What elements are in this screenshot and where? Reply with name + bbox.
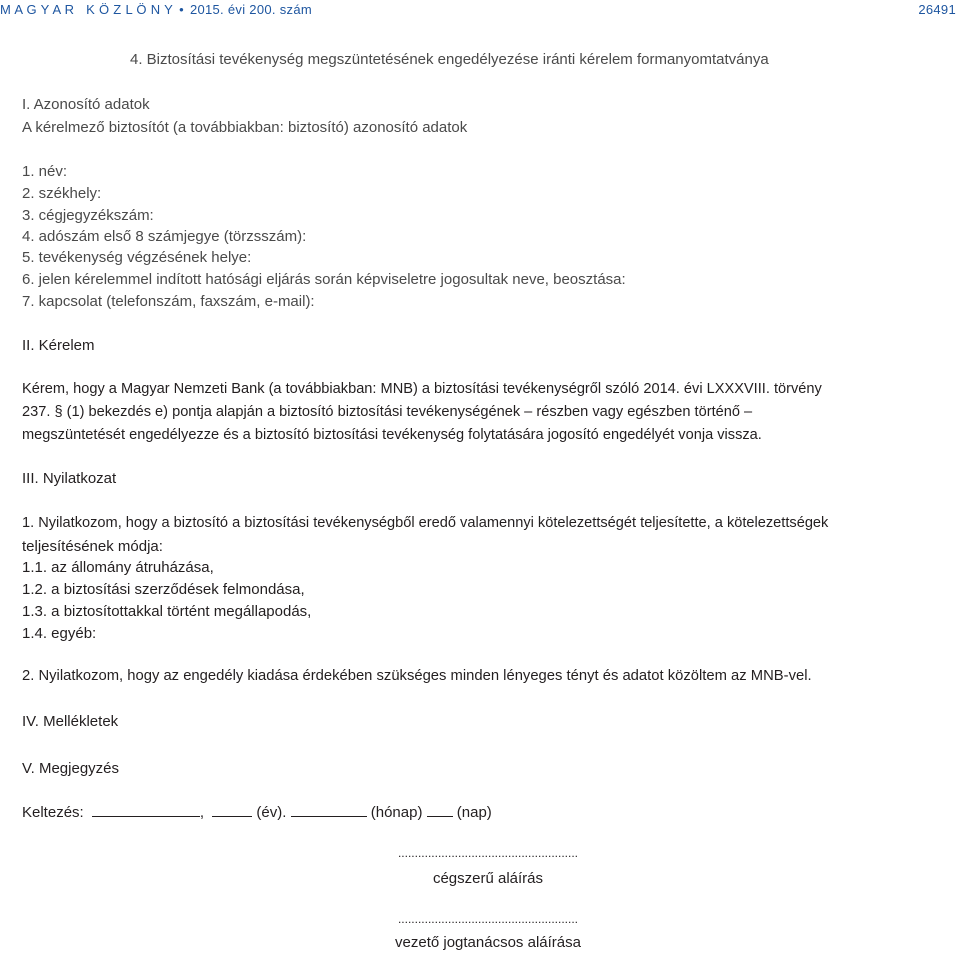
day-blank (427, 804, 453, 817)
field-activity-place: 5. tevékenység végzésének helye: (22, 249, 252, 266)
request-line-3: megszüntetését engedélyezze és a biztosító biztosítási tevékenység folytatására jogosító engedélyét vonja vissza. (22, 427, 762, 443)
field-tax-number: 4. adószám első 8 számjegye (törzsszám): (22, 228, 307, 245)
place-blank (92, 804, 200, 817)
issue-label: 2015. évi 200. szám (189, 2, 312, 17)
field-name: 1. név: (22, 163, 68, 180)
declaration1-line-1: 1. Nyilatkozom, hogy a biztosító a biztosítási tevékenységből eredő valamennyi kötelezettségét teljesítette, a kötelezettségek (22, 515, 829, 531)
declaration2: 2. Nyilatkozom, hogy az engedély kiadása érdekében szükséges minden lényeges tényt és adatot közöltem az MNB-vel. (22, 668, 812, 684)
method-termination: 1.2. a biztosítási szerződések felmondása, (22, 581, 305, 598)
month-blank (291, 804, 367, 817)
method-other: 1.4. egyéb: (22, 625, 97, 642)
section5-heading: V. Megjegyzés (22, 760, 120, 777)
request-line-1: Kérem, hogy a Magyar Nemzeti Bank (a továbbiakban: MNB) a biztosítási tevékenységről szóló 2014. évi LXXXVIII. törvény (22, 381, 822, 397)
declaration1-line-2: teljesítésének módja: (22, 538, 163, 555)
field-contact: 7. kapcsolat (telefonszám, faxszám, e-mail): (22, 293, 315, 310)
year-label: (év). (256, 804, 287, 821)
page-number: 26491 (918, 2, 956, 17)
day-label: (nap) (456, 804, 492, 821)
field-company-reg: 3. cégjegyzékszám: (22, 207, 154, 224)
section2-heading: II. Kérelem (22, 337, 95, 354)
company-signature-label: cégszerű aláírás (432, 870, 544, 887)
header-separator: • (179, 2, 184, 17)
counsel-signature-label: vezető jogtanácsos aláírása (395, 934, 581, 951)
company-signature-line: ...................................................... (397, 846, 579, 860)
month-label: (hónap) (370, 804, 423, 821)
field-representatives: 6. jelen kérelemmel indított hatósági eljárás során képviseletre jogosultak neve, beosztása: (22, 271, 626, 288)
running-header (0, 2, 312, 17)
journal-name: M A G Y A R K Ö Z L Ö N Y (0, 2, 174, 17)
method-agreement: 1.3. a biztosítottakkal történt megállapodás, (22, 603, 312, 620)
form-title: 4. Biztosítási tevékenység megszüntetésének engedélyezése iránti kérelem formanyomtatványa (130, 51, 769, 68)
request-line-2: 237. § (1) bekezdés e) pontja alapján a biztosító biztosítási tevékenységének – részben vagy egészben történő – (22, 404, 753, 420)
section4-heading: IV. Mellékletek (22, 713, 119, 730)
date-comma: , (199, 804, 205, 821)
date-label: Keltezés: (22, 804, 84, 821)
section1-heading: I. Azonosító adatok (22, 96, 150, 113)
counsel-signature-line: ...................................................... (397, 912, 579, 926)
section1-subheading: A kérelmező biztosítót (a továbbiakban: biztosító) azonosító adatok (22, 119, 468, 136)
section3-heading: III. Nyilatkozat (22, 470, 117, 487)
date-line (22, 804, 492, 821)
field-seat: 2. székhely: (22, 185, 102, 202)
year-blank (212, 804, 252, 817)
method-transfer: 1.1. az állomány átruházása, (22, 559, 214, 576)
